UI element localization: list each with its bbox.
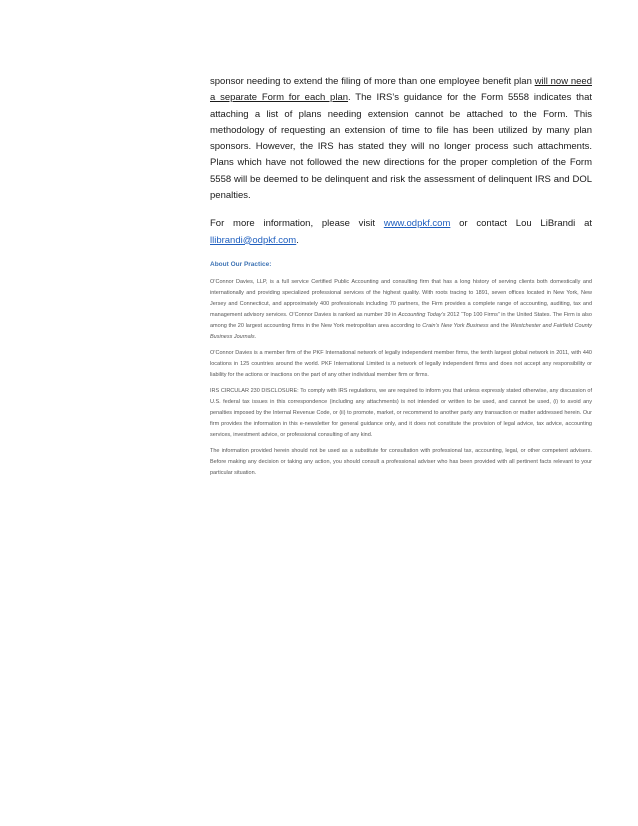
extension-text-start: sponsor needing to extend the filing of more than one employee benefit plan <box>210 76 535 87</box>
disclaimer-paragraph: The information provided herein should not be used as a substitute for consultation with professional tax, accounting, legal, or other competent advisers. Before making any decision or taking any action, you should consult a professional adviser who has been provided with all pertinent facts relevant to your particular situation. <box>210 447 592 476</box>
contact-middle: or contact Lou LiBrandi at <box>450 218 592 230</box>
extension-emphasis: will now need a separate Form for each plan <box>210 76 592 104</box>
contact-suffix: . <box>296 234 299 246</box>
about-firm-text: O’Connor Davies, LLP, is a full service Certified Public Accounting and consulting firm that has a long history of serving clients both domestically and internationally and providing specialized professional services of the highest quality. With roots tracing to 1891, seven offices located in New York, New Jersey and Connecticut, and approximately 400 professionals including 70 partners, the Firm provides a complete range of accounting, auditing, tax and management advisory services. O’Connor Davies is ranked as number 39 in <box>210 278 592 318</box>
about-paragraph-firm <box>210 277 592 343</box>
extension-paragraph <box>210 74 592 204</box>
publication-accounting-today: Accounting Today’s <box>398 311 446 318</box>
irs-disclosure-paragraph: IRS CIRCULAR 230 DISCLOSURE: To comply with IRS regulations, we are required to inform you that unless expressly stated otherwise, any discussion of U.S. federal tax issues in this correspondence (including any attachments) is not intended or written to be used, and cannot be used, (i) to avoid any penalties imposed by the Internal Revenue Code, or (ii) to promote, market, or recommend to another party any transaction or matter addressed herein. Our firm provides the information in this e-newsletter for general guidance only, and it does not constitute the provision of legal advice, tax advice, accounting services, investment advice, or professional consulting of any kind. <box>210 387 592 438</box>
about-firm-text-2: 2012 “Top 100 Firms” in the United States. The Firm is also among the 20 largest accounting firms in the New York metropolitan area according to <box>210 311 592 329</box>
about-paragraph-pkf: O’Connor Davies is a member firm of the PKF International network of legally independent member firms, the tenth largest global network in 2011, with 440 locations in 125 countries around the world. PKF International Limited is a network of legally independent firms and does not accept any responsibility or liability for the actions or inactions on the part of any other individual member firm or firms. <box>210 349 592 378</box>
contact-paragraph <box>210 216 592 249</box>
page-content <box>210 74 592 479</box>
publication-crains: Crain’s New York Business <box>422 322 489 329</box>
publication-business-journals: Westchester and Fairfield County Business Journals <box>210 322 592 340</box>
website-link[interactable]: www.odpkf.com <box>383 218 451 230</box>
email-link[interactable]: llibrandi@odpkf.com <box>210 234 297 246</box>
about-heading: About Our Practice: <box>210 260 272 268</box>
about-firm-text-3: and the <box>488 322 511 329</box>
contact-prefix: For more information, please visit <box>210 218 384 230</box>
about-firm-text-4: . <box>254 333 257 340</box>
extension-text-end: . The IRS’s guidance for the Form 5558 indicates that attaching a list of plans needing extension cannot be attached to the Form. This methodology of requesting an extension of time to file has been utilized by many plan sponsors. However, the IRS has stated they will no longer process such attachments. Plans which have not followed the new directions for the proper completion of the Form 5558 will be deemed to be delinquent and risk the assessment of delinquent IRS and DOL penalties. <box>210 92 593 202</box>
